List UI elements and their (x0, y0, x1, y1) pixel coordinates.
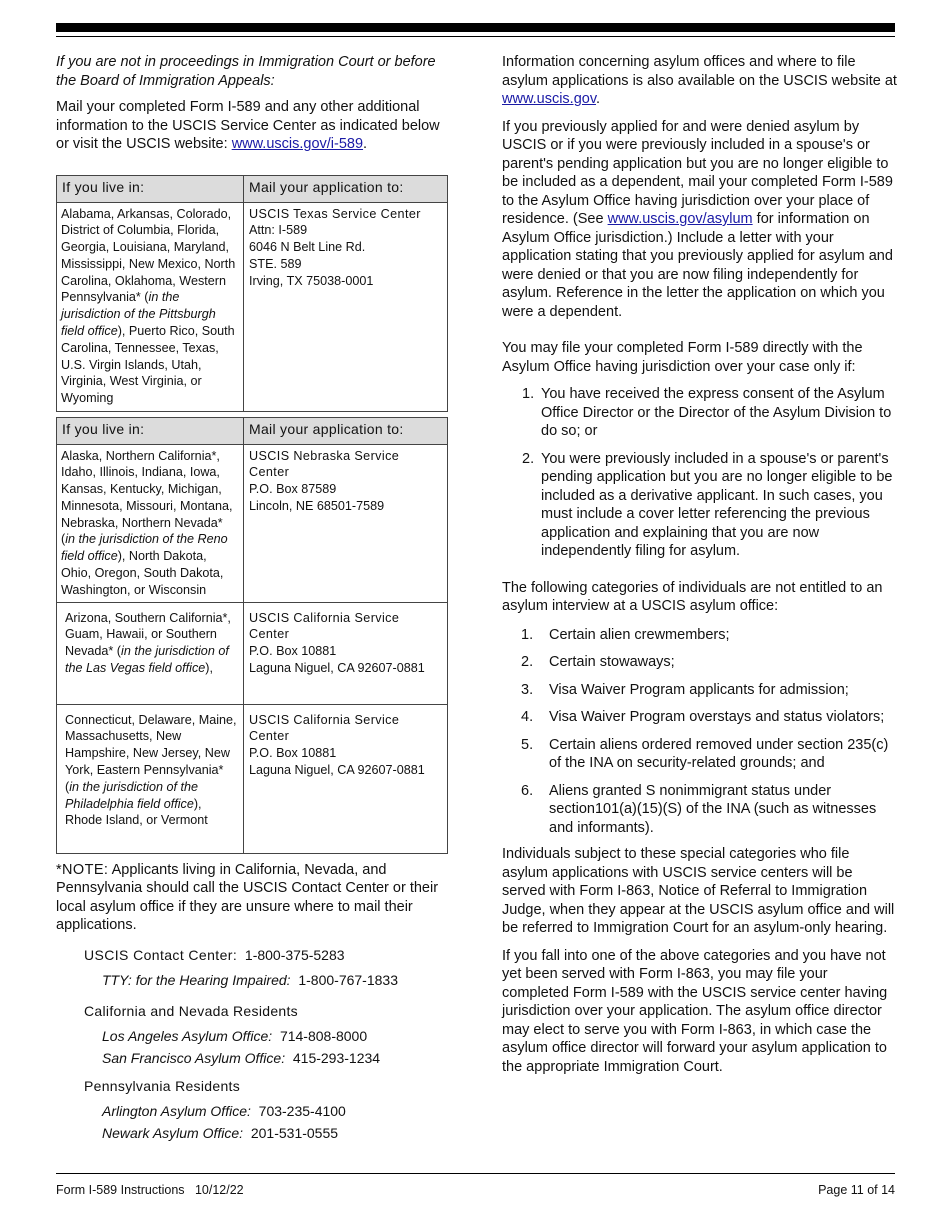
list-text: Visa Waiver Program overstays and status violators; (549, 709, 885, 725)
list-number: 2. (522, 450, 535, 467)
list-text: Certain aliens ordered removed under section 235(c) of the INA on security-related grounds; and (549, 736, 889, 771)
list-text: You were previously included in a spouse's or parent's pending application but you are no longer eligible to be included as a derivative applicant. In such cases, you must include a cover letter referencing the previous application and explaining that you are now independently filing for asylum. (541, 450, 893, 559)
table-row (57, 602, 448, 704)
list-text: Aliens granted S nonimmigrant status under section101(a)(15)(S) of the INA (such as witnesses and informants). (549, 782, 877, 836)
address-cell (244, 704, 448, 853)
address-table-1 (56, 175, 448, 412)
left-column (56, 53, 448, 1142)
list-number: 4. (521, 709, 534, 725)
header-mail: Mail your application to: (244, 175, 448, 202)
fall-into-paragraph: If you fall into one of the above categories and you have not yet been served with Form I-863, you may file your completed Form I-589 with the USCIS service center having jurisdiction over your application. The asylum office director may elect to serve you with Form I-863, in which case the asylum office director will forward your asylum application to the appropriate Immigration Court. (502, 947, 888, 1075)
table-row (57, 444, 448, 602)
special-categories-paragraph: Individuals subject to these special categories who file asylum applications with USCIS service centers will be served with Form I-863, Notice of Referral to Immigration Judge, when they appear at the USCIS asylum office and will be referred to Immigration Court for an asylum-only hearing. (502, 846, 895, 936)
address-line: P.O. Box 10881 (249, 746, 337, 761)
tty-line: TTY: for the Hearing Impaired: 1-800-767-1833 (102, 971, 398, 988)
address-line: P.O. Box 10881 (249, 644, 337, 659)
header-rule-thick (56, 23, 895, 32)
list-item (502, 708, 897, 727)
list-item (502, 681, 897, 700)
table-row (57, 704, 448, 853)
list-text: Visa Waiver Program applicants for admission; (549, 681, 849, 698)
right-column (502, 53, 897, 1076)
asylum-link[interactable]: www.uscis.gov/asylum (607, 211, 753, 227)
asylum-info-paragraph: Information concerning asylum offices and where to file asylum applications is also available on the USCIS website at www.uscis.gov. (502, 54, 897, 107)
header-live: If you live in: (57, 417, 244, 444)
la-office-line: Los Angeles Asylum Office: 714-808-8000 (102, 1027, 368, 1044)
address-line: P.O. Box 87589 (249, 482, 337, 497)
service-center-name: USCIS California Service Center (249, 712, 400, 744)
header-mail: Mail your application to: (244, 417, 448, 444)
address-line: Laguna Niguel, CA 92607-0881 (249, 661, 425, 676)
previously-denied-paragraph: If you previously applied for and were denied asylum by USCIS or if you were previously included in a spouse's or parent's pending application but you are no longer eligible to be included as a dependent, mail your completed Form I-589 to the Asylum Office having jurisdiction over your place of residence. (See www.uscis.gov/asylum for information on Asylum Office jurisdiction.) Include a letter with your application stating that you previously applied for asylum and were denied or that you are now filing independently for asylum. Reference in the letter the application on which you were a dependent. (502, 118, 893, 320)
states-cell: Arizona, Southern California*, Guam, Hawaii, or Southern Nevada* (in the jurisdiction of the Las Vegas field office), (57, 602, 244, 704)
service-center-name: USCIS California Service Center (249, 610, 400, 642)
contact-center-line: USCIS Contact Center: 1-800-375-5283 (84, 946, 345, 963)
states-cell: Alaska, Northern California*, Idaho, Illinois, Indiana, Iowa, Kansas, Kentucky, Michigan, Minnesota, Missouri, Montana, Nebraska, Northern Nevada* (in the jurisdiction of the Reno field office), North Dakota, Ohio, Oregon, South Dakota, Washington, or Wisconsin (57, 444, 244, 602)
states-cell: Connecticut, Delaware, Maine, Massachusetts, New Hampshire, New Jersey, New York, Eastern Pennsylvania* (in the jurisdiction of the Philadelphia field office), Rhode Island, or Vermont (57, 704, 244, 853)
list-number: 1. (522, 386, 535, 402)
address-line: Irving, TX 75038-0001 (249, 273, 374, 288)
list-number: 2. (521, 654, 534, 670)
service-center-name: USCIS Texas Service Center (249, 206, 421, 221)
list-text: You have received the express consent of the Asylum Office Director or the Director of the Asylum Division to do so; or (541, 386, 892, 439)
uscis-link[interactable]: www.uscis.gov (502, 91, 597, 107)
newark-office-line: Newark Asylum Office: 201-531-0555 (102, 1124, 339, 1141)
service-center-name: USCIS Nebraska Service Center (249, 448, 400, 480)
address-line: Attn: I-589 (249, 223, 308, 238)
list-item (502, 653, 897, 672)
address-cell (244, 602, 448, 704)
list-item (502, 385, 897, 441)
intro-heading: If you are not in proceedings in Immigration Court or before the Board of Immigration Appeals: (56, 54, 436, 89)
header-live: If you live in: (57, 175, 244, 202)
address-table-2 (56, 417, 448, 854)
address-cell (244, 202, 448, 411)
note-label: *NOTE: (56, 861, 109, 878)
categories-paragraph: The following categories of individuals are not entitled to an asylum interview at a USCIS asylum office: (502, 579, 883, 614)
arlington-office-line: Arlington Asylum Office: 703-235-4100 (102, 1102, 346, 1119)
intro-paragraph: Mail your completed Form I-589 and any other additional information to the USCIS Service Center as indicated below or visit the USCIS website: www.uscis.gov/i-589. (56, 99, 440, 152)
states-cell: Alabama, Arkansas, Colorado, District of Columbia, Florida, Georgia, Louisiana, Maryland, Mississippi, New Mexico, North Carolina, Oklahoma, Western Pennsylvania* (in the jurisdiction of the Pittsburgh field office), Puerto Rico, South Carolina, Tennessee, Texas, U.S. Virgin Islands, Utah, Virginia, West Virginia, or Wyoming (57, 202, 244, 411)
direct-file-list (502, 385, 897, 561)
list-number: 5. (521, 736, 534, 753)
footer-form-info: Form I-589 Instructions 10/12/22 (56, 1183, 244, 1197)
address-line: 6046 N Belt Line Rd. (249, 240, 366, 255)
list-number: 3. (521, 681, 534, 698)
categories-list (502, 626, 897, 838)
list-number: 6. (521, 782, 534, 799)
list-item (502, 626, 897, 645)
header-rule-thin (56, 36, 895, 37)
list-number: 1. (521, 626, 534, 643)
ca-nv-heading: California and Nevada Residents (84, 1002, 298, 1019)
list-text: Certain stowaways; (549, 654, 675, 670)
list-text: Certain alien crewmembers; (549, 626, 730, 643)
list-item (502, 736, 897, 773)
address-line: Lincoln, NE 68501-7589 (249, 498, 385, 513)
table-row (57, 202, 448, 411)
i589-link[interactable]: www.uscis.gov/i-589 (231, 136, 364, 152)
note-paragraph: *NOTE: Applicants living in California, Nevada, and Pennsylvania should call the USCIS Contact Center or their local asylum office if they are unsure where to mail their applications. (56, 861, 439, 934)
address-cell (244, 444, 448, 602)
sf-office-line: San Francisco Asylum Office: 415-293-1234 (102, 1049, 381, 1066)
direct-file-paragraph: You may file your completed Form I-589 directly with the Asylum Office having jurisdiction over your case only if: (502, 340, 863, 375)
footer-rule (56, 1173, 895, 1174)
address-line: Laguna Niguel, CA 92607-0881 (249, 763, 425, 778)
page-number: Page 11 of 14 (818, 1183, 895, 1197)
list-item (502, 450, 897, 561)
list-item (502, 782, 897, 838)
address-line: STE. 589 (249, 256, 302, 271)
pa-heading: Pennsylvania Residents (84, 1077, 241, 1094)
